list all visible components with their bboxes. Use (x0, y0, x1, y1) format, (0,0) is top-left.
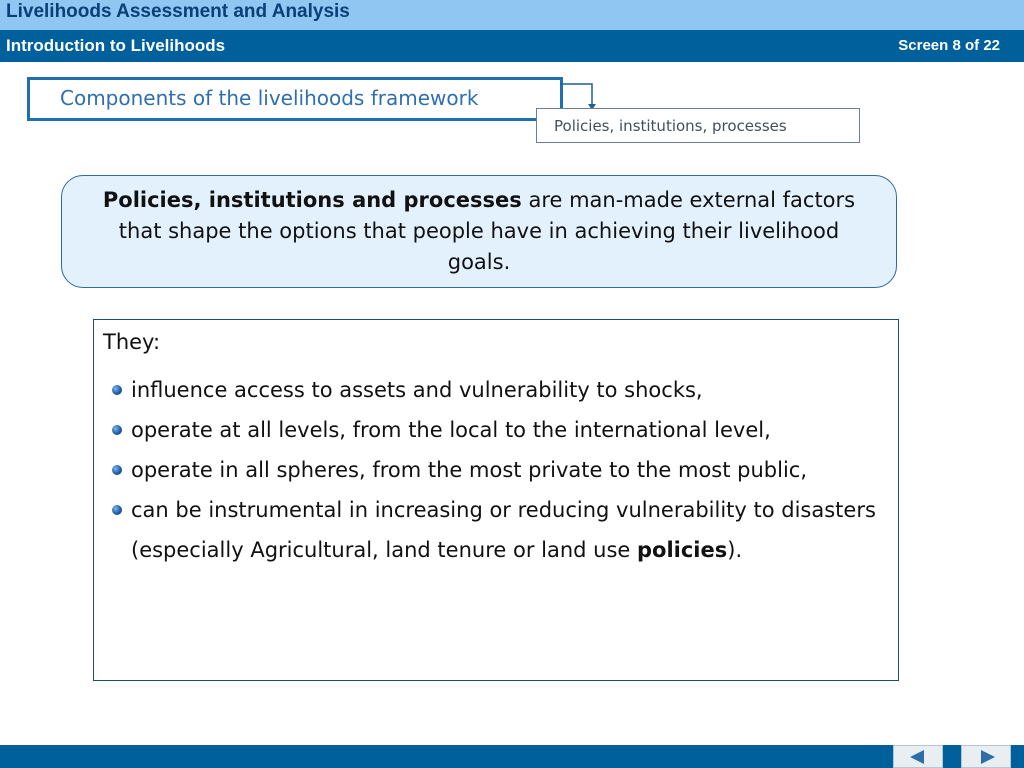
breadcrumb-section-label: Policies, institutions, processes (554, 117, 787, 135)
characteristics-list (103, 370, 883, 570)
definition-callout (61, 175, 897, 288)
list-item (103, 490, 883, 570)
screen-counter: Screen 8 of 22 (898, 37, 1000, 54)
characteristics-panel (93, 319, 899, 681)
definition-term: Policies, institutions and processes (102, 188, 522, 212)
list-item-tail: ). (727, 538, 743, 562)
footer-bar (0, 745, 1024, 768)
list-item-emphasis: policies (637, 538, 728, 562)
list-item (103, 450, 883, 490)
list-item (103, 370, 883, 410)
list-item-text: operate in all spheres, from the most private to the most public, (131, 458, 808, 482)
breadcrumb-section (536, 108, 860, 143)
previous-screen-button[interactable] (893, 745, 943, 768)
list-item-text: operate at all levels, from the local to the international level, (131, 418, 771, 442)
bullet-icon (112, 465, 122, 475)
bullet-icon (112, 385, 122, 395)
definition-text (90, 185, 868, 278)
list-item-text: influence access to assets and vulnerability to shocks, (131, 378, 703, 402)
list-item-text: can be instrumental in increasing or reducing vulnerability to disasters (especially Agricultural, land tenure or land use (131, 498, 876, 562)
course-title: Livelihoods Assessment and Analysis (6, 1, 350, 22)
next-screen-button[interactable] (961, 745, 1011, 768)
triangle-left-icon (910, 750, 924, 764)
bullet-icon (112, 425, 122, 435)
list-item (103, 410, 883, 450)
breadcrumb-framework-label: Components of the livelihoods framework (60, 86, 479, 110)
list-intro: They: (103, 330, 161, 354)
definition-body: are man-made external factors that shape the options that people have in achieving their livelihood goals. (118, 188, 856, 274)
triangle-right-icon (981, 750, 995, 764)
bullet-icon (112, 505, 122, 515)
breadcrumb-framework[interactable] (27, 77, 563, 121)
module-title: Introduction to Livelihoods (6, 36, 226, 55)
